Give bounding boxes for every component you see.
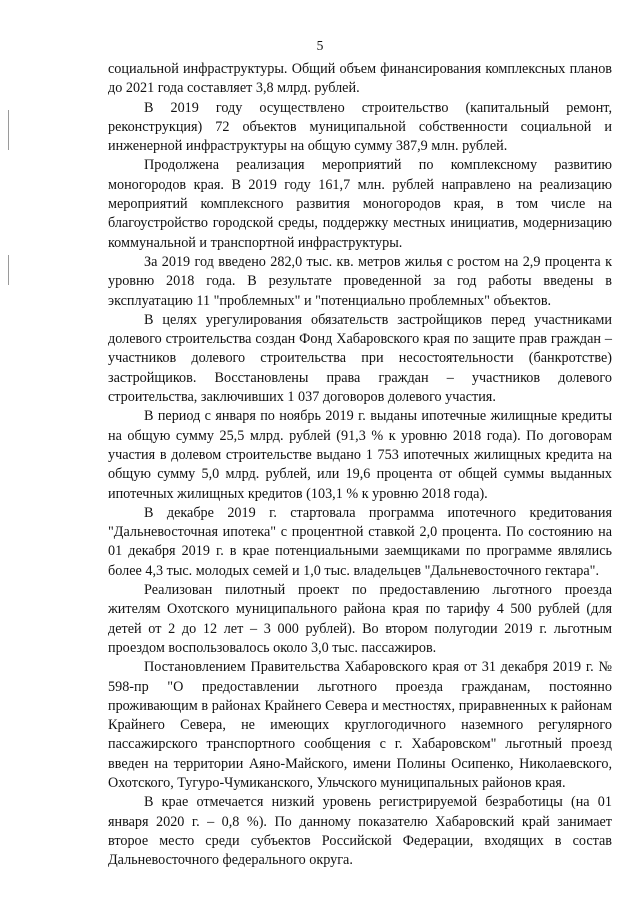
scan-edge-mark: [8, 255, 9, 285]
paragraph-pilot-travel: Реализован пилотный проект по предоставлению льготного проезда жителям Охотского муниципального района края по тарифу 4 500 рублей (для детей от 2 до 12 лет – 3 000 рублей). Во втором полугодии 2019 г. льготным проездом воспользовалось около 3,0 тыс. пассажиров.: [108, 582, 612, 656]
paragraph-shared-construction: В целях урегулирования обязательств застройщиков перед участниками долевого строительства создан Фонд Хабаровского края по защите прав граждан – участников долевого строительства при несостоятельности (банкротстве) застройщиков. Восстановлены права граждан – участников долевого строительства, заключивших 1 037 договоров долевого участия.: [108, 311, 612, 406]
scan-edge-mark: [8, 110, 9, 150]
document-body: [108, 60, 612, 870]
paragraph-mortgage: В период с января по ноябрь 2019 г. выданы ипотечные жилищные кредиты на общую сумму 25,5 млрд. рублей (91,3 % к уровню 2018 года). По договорам участия в долевом строительстве выдано 1 753 ипотечных жилищных кредита на общую сумму 5,0 млрд. рублей, или 19,6 процента от общей суммы выданных ипотечных жилищных кредитов (103,1 % к уровню 2018 года).: [108, 408, 612, 502]
paragraph-construction: В 2019 году осуществлено строительство (капитальный ремонт, реконструкция) 72 объектов муниципальной собственности социальной и инженерной инфраструктуры на общую сумму 387,9 млн. рублей.: [108, 99, 612, 155]
paragraph-housing: За 2019 год введено 282,0 тыс. кв. метров жилья с ростом на 2,9 процента к уровню 2018 года. В результате проведенной за год работы введены в эксплуатацию 11 "проблемных" и "потенциально проблемных" объектов.: [108, 253, 612, 309]
paragraph-government-decree: Постановлением Правительства Хабаровского края от 31 декабря 2019 г. № 598-пр "О предоставлении льготного проезда гражданам, постоянно проживающим в районах Крайнего Севера и местностях, приравненных к районам Крайнего Севера, не имеющих круглогодичного наземного регулярного пассажирского транспортного сообщения с г. Хабаровском" льготный проезд введен на территории Аяно-Майского, имени Полины Осипенко, Николаевского, Охотского, Тугуро-Чумиканского, Ульчского муниципальных районов края.: [108, 659, 612, 791]
paragraph-continuation: социальной инфраструктуры. Общий объем финансирования комплексных планов до 2021 года составляет 3,8 млрд. рублей.: [108, 61, 612, 97]
paragraph-unemployment: В крае отмечается низкий уровень регистрируемой безработицы (на 01 января 2020 г. – 0,8 %). По данному показателю Хабаровский край занимает второе место среди субъектов Российской Федерации, входящих в состав Дальневосточного федерального округа.: [108, 794, 612, 869]
page-number: 5: [316, 38, 324, 53]
paragraph-monotowns: Продолжена реализация мероприятий по комплексному развитию моногородов края. В 2019 году 161,7 млн. рублей направлено на реализацию мероприятий комплексного развития моногородов края, в том числе на благоустройство городской среды, поддержку местных инициатив, модернизацию коммунальной и транспортной инфраструктуры.: [108, 157, 612, 251]
paragraph-far-east-mortgage: В декабре 2019 г. стартовала программа ипотечного кредитования "Дальневосточная ипотека" с процентной ставкой 2,0 процента. По состоянию на 01 декабря 2019 г. в крае потенциальными заемщиками по программе являлись более 4,3 тыс. молодых семей и 1,0 тыс. владельцев "Дальневосточного гектара".: [108, 504, 612, 579]
